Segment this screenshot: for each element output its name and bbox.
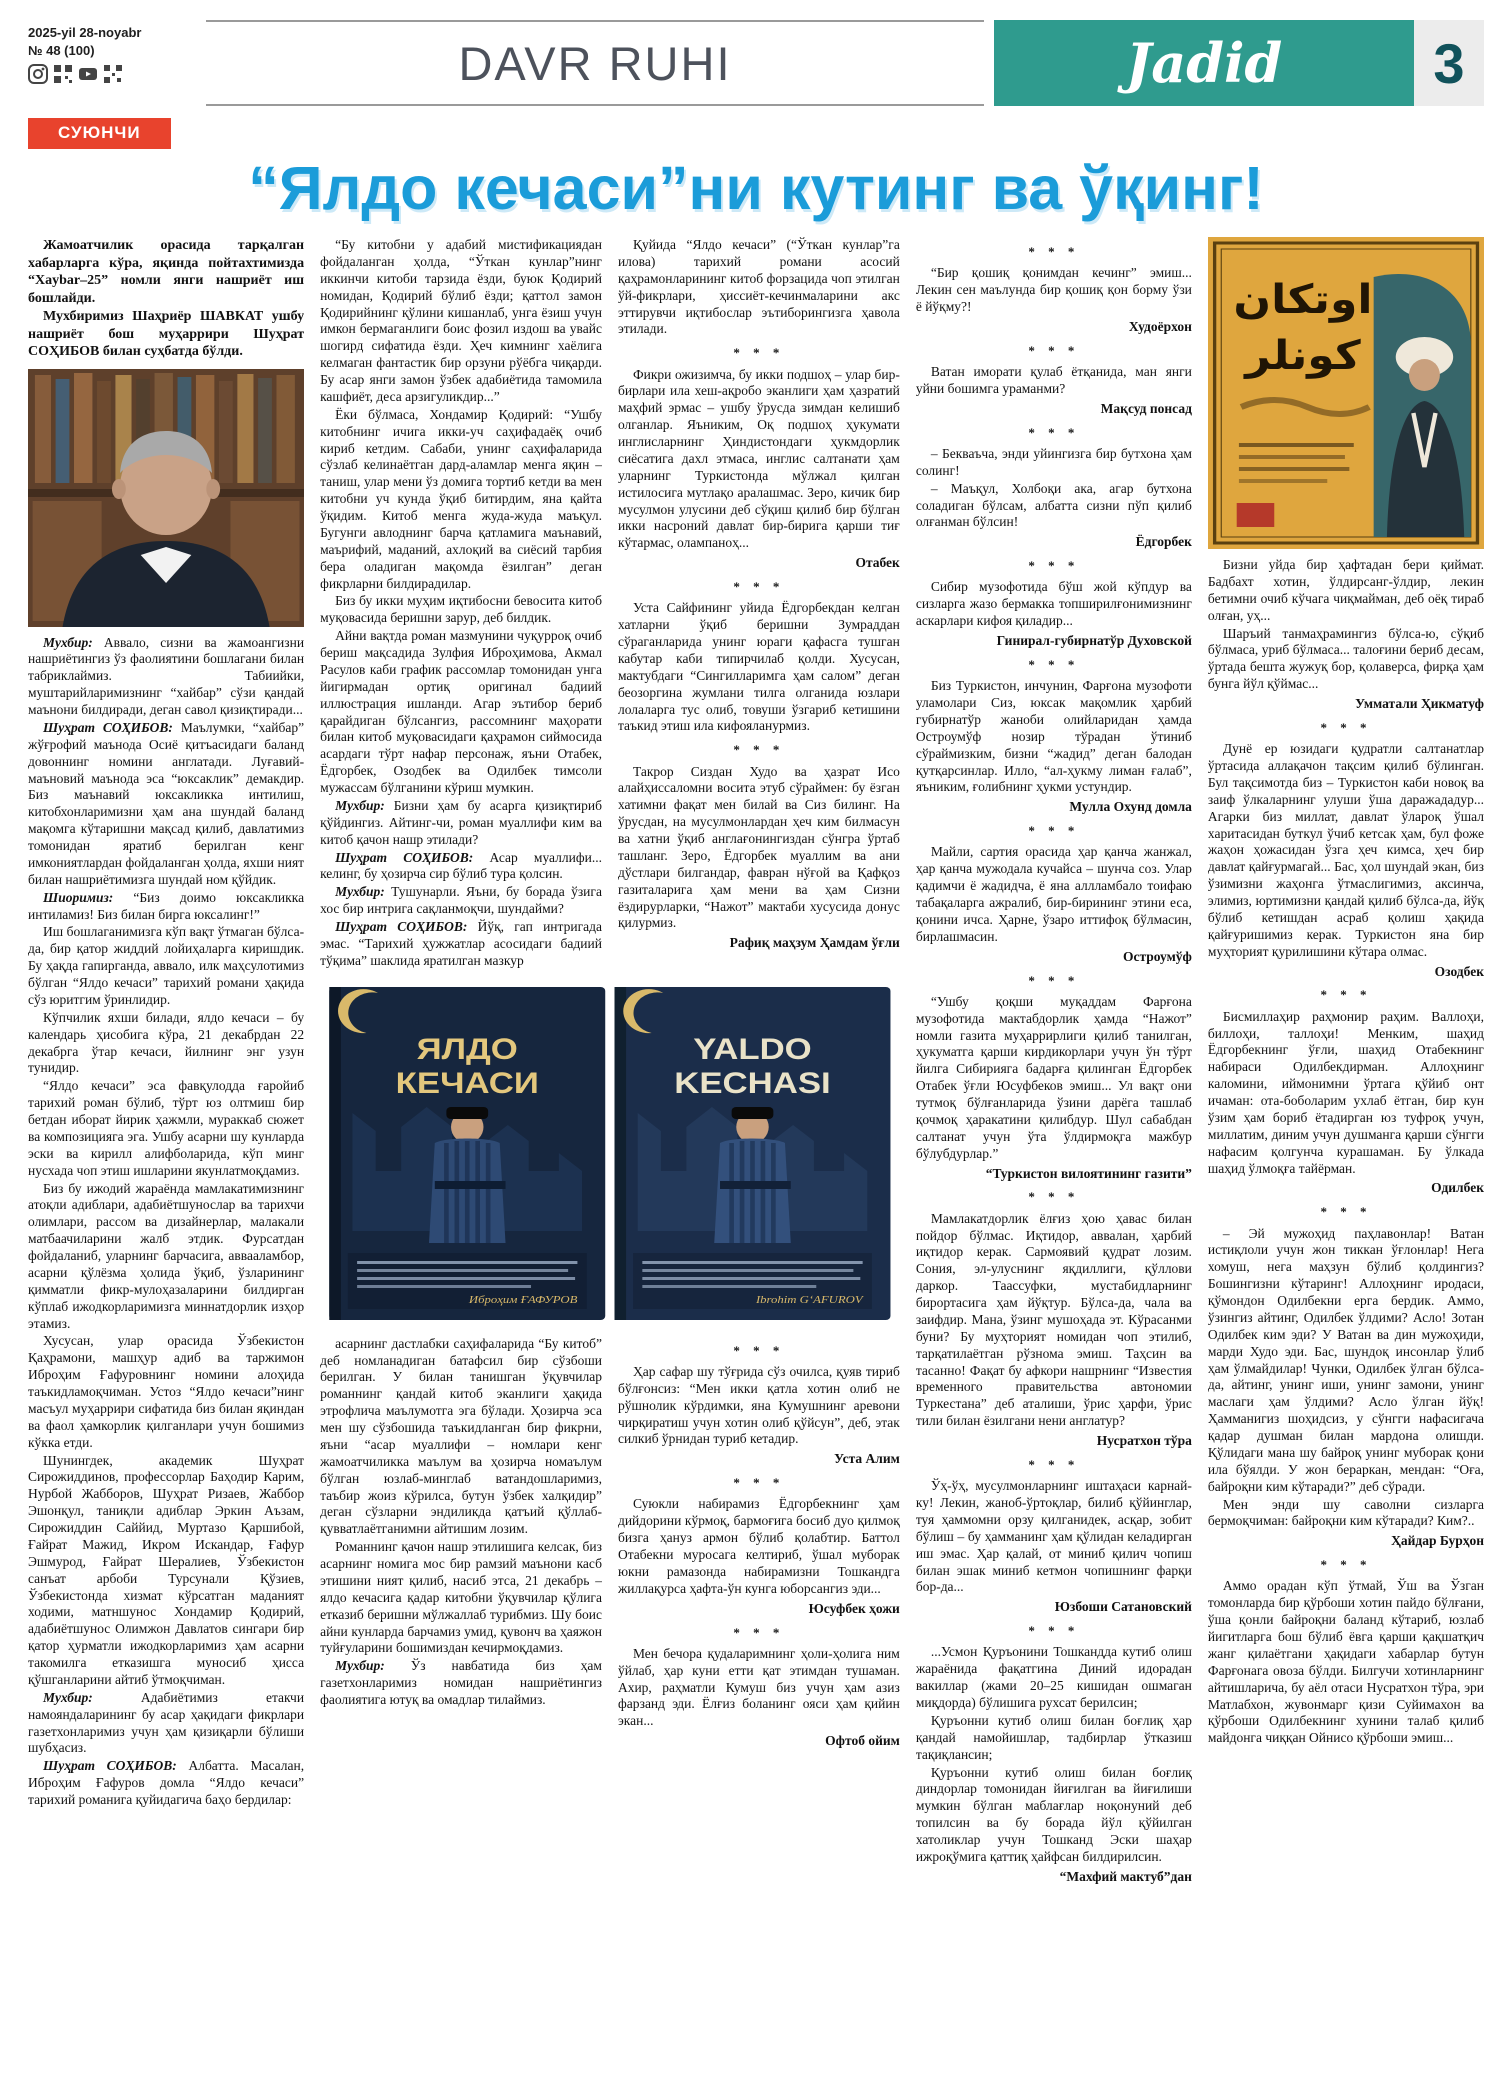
column-2-bottom [320,1336,602,1757]
speaker-label: Шуҳрат СОҲИБОВ: [43,719,181,735]
article-paragraph: Сибир музофотида бўш жой кўпдур ва сизларга жазо бермакка топширилғонимизнинг аскарлари кифоя қиладир... [915,579,1192,629]
qa-paragraph: Мухбир: Ўз навбатида биз ҳам газетхонларимиз номидан нашриётингиз фаолиятига ютуқ ва омадлар тилаймиз. [320,1658,602,1707]
article-paragraph: Ҳар сафар шу тўғрида сўз очилса, қуяв тириб бўлғонсиз: “Мен икки қатла хотин олиб не рўшнолик кўрдимки, яна Кумушнинг аревони чирқиратиш учун хотин олиб қўйсун”, деб, этак силкиб ўрнидан туриб кетадир. [617,1363,900,1447]
article-paragraph: “Ушбу қоқши муқаддам Фарғона музофотида мактабдорлик ҳамда “Нажот” номли газита муҳаррирлиги қилиб танилган, ҳукуматга қарши кирдикорлари учун ўн тўрт йилга Сибирияга бадарға қилинган Ёдгорбек Отабек ўғли Юсуфбеков эмиш... Ул вақт они тутмоқ бўлғанларида ўзини дарёга ташлаб қочмоқ ҳаракатини қилибдур. Шул сабабдан салтанат учун ўта ўлдирмоқга мажбур бўлубдурлар.” [915,993,1192,1161]
attribution: Умматали Ҳикматуф [1355,696,1484,711]
article-paragraph: Дунё ер юзидаги қудратли салтанатлар ўртасида аллақачон тақсим қилиб бўлинган. Бул тақсимотда биз – Туркистон каби новоқ ва заиф ўлкаларнинг улуши ўша даражададур... Агарки биз миллат, давлат ўлароқ ўшал харитасидан буткул ўчиб кетсак ҳам, бул фоже жаҳон ҳожасидан ўзга ҳеч кимса, ҳеч бир давлат қайғурмагай... Бас, ҳол шундай экан, биз ўзимизни жаҳонга ўтмаслигимиз, аксинча, элимиз, юртимизни қандай қилиб бўлса-да, йўқ бўлиб кетишдан асраб қолиш ҳақида қайғуришимиз керак. Туркистон яна бир муҳторият қурилишини кўтара олмас. [1207,741,1484,959]
attribution: Мулла Охунд домла [1069,799,1192,815]
speaker-label: Шуҳрат СОҲИБОВ: [335,919,478,934]
right-cover-signature: Ibrohim GʻAFUROV [756,1292,863,1306]
section-separator: * * * [733,1475,785,1491]
main-headline: “Ялдо кечаси”ни кутинг ва ўқинг! [248,154,1264,222]
column-5 [1208,237,1484,2037]
book-covers-image [320,981,900,1326]
attribution: Гинирал-губирнатўр Духовской [996,633,1192,648]
newspaper-logo: Jadid [994,20,1414,106]
section-separator: * * * [1028,823,1080,839]
column-2-top [320,237,602,971]
article-paragraph: Уста Сайфининг уйида Ёдгорбекдан келган хатларни ўқиб беришни Зумраддан сўраганларида унинг юраги қафасга тушган кабутар каби типирчилаб қолди. Хусусан, мактубдаги “Сингилларимга ҳам салом” деган беозоргина жумлани тилга олганида юзлари лолаларга тус олиб, товуши ўзгариб кетишини таъкид этиш ила кифояланурмиз. [617,600,900,734]
qa-paragraph: Мухбир: Бизни ҳам бу асарга қизиқтириб қўйдингиз. Айтинг-чи, роман муаллифи ким ва китоб қачон нашр этилади? [320,797,602,847]
speaker-label: Шиоримиз: [43,889,134,905]
article-paragraph: – Эй мужоҳид паҳлавонлар! Ватан истиқлоли учун жон тиккан ўғлонлар! Нега хомуш, нега маҳзун бўлиб қолдингиз? Бошингизни кўтаринг! Аллоҳнинг иродаси, қўмондон Одилбекни ерга бердик. Аммо, ўзингиз айтинг, Одилбек ўлдими? Асло! Зотан Одилбек ким эди? У Ватан ва дин мужоҳиди, марди Худо эди. Бас, шундоқ инсонлар ўлиб ҳам ўлмайдилар! Чунки, Одилбек ўлган бўлса-да, айтинг, унинг иши, унинг замони, унинг маслаги ҳам ўлдими? Асло ўлган йўқ! Ҳамманигиз шоҳидсиз, у сўнгги нафасигача қадар душман билан мардона олишди. Қўлидаги мана шу байроқ унинг муборак қони ила бўялди. У жон бераркан, мендан: “Оға, байроқни ким кўтаради?” деб сўради. [1207,1225,1484,1494]
article-paragraph: Суюкли набирамиз Ёдгорбекнинг ҳам дийдорини кўрмоқ, бармоғига босиб дуо қилмоқ бизга ҳануз армон бўлиб қолабтир. Баттол Отабекни муросага келтириб, ўшал муборак юкни рамазонда набирамизни Тошкандга жиллақурса ҳафта-ўн кунга юборсангиз эди... [617,1496,900,1596]
qa-paragraph: Шуҳрат СОҲИБОВ: Албатта. Масалан, Иброҳим Ғафуров домла “Ялдо кечаси” тарихий романига қуйидагича баҳо бердилар: [28,1758,305,1807]
youtube-icon [78,64,98,84]
qr-code-icon-2 [103,64,123,84]
qr-code-icon [53,64,73,84]
section-separator: * * * [733,1342,785,1358]
right-cover-title-2: KECHASI [674,1065,831,1100]
article-paragraph: Ўҳ-ўҳ, мусулмонларнинг иштаҳаси карнай-ку! Лекин, жаноб-ўртоқлар, билиб қўйинглар, туя ҳаммомни орзу қилганидек, асқар, зобит бўлиш – бу ҳамманинг ҳам қўлидан келадирган иш эмас. Ҳар қалай, от миниб қилич чопиш билан эшак миниб кетмон чопишнинг фарқи бор-да... [915,1478,1192,1595]
article-paragraph: Ёки бўлмаса, Хондамир Қодирий: “Ушбу китобнинг ичига икки-уч саҳифадаёқ очиб кириб кетдим. Сабаби, унинг саҳифаларида сўзлаб келинаётган дард-аламлар менга яқин – таниш, улар мени ўз домига тортиб кетди ва мен китобни уч кунда ўқиб битирдим, яна қайта ўқидим. Китоб менга жуда-жуда маъқул. Бугунги авлоднинг барча қатламига маънавий, маърифий, маданий, ахлоқий ва сиёсий тарбия бера оладиган мақомда ёзилган” деган фикрларни билдирадилар. [320,406,602,591]
left-cover-title-1: ЯЛДО [416,1031,518,1066]
article-paragraph: Мен бечора қудаларимнинг ҳоли-ҳолига ним ўйлаб, ҳар куни етти қат этимдан тушаман. Ахир, раҳматли Кумуш биз учун ҳам азиз фарзанд эди. Ёлғиз боланинг ояси ҳам қийин экан... [617,1645,900,1729]
article-paragraph: Такрор Сиздан Худо ва ҳазрат Исо алайҳиссаломни восита этуб сўраймен: бу ёзган хатимни фақат мен билай ва Сиз билинг. На ўрусдан, на мусулмонлардан ҳеч ким билмасун ва хатни ўқиб англағонингиздан сўнгра ўртаб ташланг. Зеро, Ёдгорбек муаллим ва ани дўстлари билгандар, фавран нўғой ва Қафқоз газиталарига ҳам мени ва ҳам Сизни ёздирурларки, “Нажот” мактаби хусусида донус қилурмиз. [617,763,900,931]
article-paragraph: Шунингдек, академик Шуҳрат Сирожиддинов, профессорлар Баҳодир Карим, Нурбой Жабборов, Шуҳрат Ризаев, Жаббор Эшонқул, таниқли адиблар Эркин Аъзам, Сирожиддин Саййид, Муртазо Қаршибой, Ғайрат Мажид, Икром Искандар, Ғафур Эшмурод, Ғайрат Шералиев, Ўзбекистон санъат арбоби Турсунали Қўзиев, Ўзбекистонда хизмат кўрсатган маданият ходими, матншунос Хондамир Қодирий, адабиётшунос Олимжон Давлатов сингари бир қатор ҳурматли ижодкорларимиз ҳам асарни такомилга етказишга муносиб ҳисса қўшганларини айтиб ўтмоқчиман. [28,1452,305,1687]
attribution: Рафиқ маҳзум Ҳамдам ўғли [729,935,900,951]
section-separator: * * * [733,345,785,361]
section-separator: * * * [1028,244,1080,259]
article-paragraph: Шаръий танмаҳрамингиз бўлса-ю, сўқиб бўлмаса, уриб бўлмаса... талоғини бериб десам, ўртада бешта жужуқ бор, қолаверса, фирқа ҳам бунга йўл қўймас... [1207,625,1484,692]
article-paragraph: – Маъқул, Холбоқи ака, агар бутхона соладиган бўлсам, албатта сизни пўп қилиб олғанман бўлсин! [915,480,1192,530]
section-separator: * * * [733,579,785,594]
rubric-badge: СУЮНЧИ [28,118,171,149]
section-separator: * * * [1320,1557,1372,1573]
article-paragraph: Мухбиримиз Шаҳриёр ШАВКАТ ушбу нашриёт бош муҳаррири Шуҳрат СОҲИБОВ билан суҳбатда бўлди. [28,309,305,359]
article-paragraph: Кўпчилик яхши билади, ялдо кечаси – бу календарь ҳисобига кўра, 21 декабрдан 22 декабрга ўтар кечаси, йилнинг энг узун тунидир. [28,1009,305,1076]
article-paragraph: Биз бу ижодий жараёнда мамлакатимизнинг атоқли адиблари, адабиётшунослар ва тарихчи олимлари, рассом ва дизайнерлар, малакали матбаачиларини жалб этдик. Фурсатдан фойдаланиб, уларнинг барчасига, аввааламбор, асарни қўлёзма ҳолида ўқиб, ўзларининг қимматли фикр-мулоҳазаларини билдирган кўплаб ижодкорларимизга миннатдорлик изҳор этамиз. [28,1180,305,1331]
page-header [28,20,1484,106]
speaker-label: Мухбир: [335,797,394,813]
attribution: Остроумўф [1123,948,1192,964]
attribution: “Туркистон вилоятининг газити” [985,1165,1192,1181]
columns-2-3-bottom [320,1336,900,1757]
column-5-text [1208,557,1484,1747]
qa-paragraph: Шиоримиз: “Биз доимо юксакликка интиламиз! Биз билан бирга юксалинг!” [28,889,305,922]
article-paragraph: ...Усмон Қуръонини Тошкандда кутиб олиш жараёнида фақатгина Диний идорадан вакиллар (жами 20–25 кишидан ошмаган миқдорда) бўлишига рухсат берилсин; [915,1644,1192,1710]
qa-paragraph: Шуҳрат СОҲИБОВ: Йўқ, гап интригада эмас. “Тарихий ҳужжатлар асосидаги бадиий тўқима” шаклида яратилган мазкур [320,919,602,968]
interview-photo [28,369,304,627]
article-paragraph: Жамоатчилик орасида тарқалган хабарларга кўра, яқинда пойтахтимизда “Xaybar–25” номли янги нашриёт иш бошлайди. [28,238,305,306]
column-1-text [28,635,304,1809]
attribution: Ҳайдар Бурҳон [1391,1533,1484,1549]
attribution: Одилбек [1431,1180,1484,1196]
qa-paragraph: Мухбир: Адабиётимиз етакчи намояндаларининг бу асар ҳақидаги фикрлари газетхонларимиз учун ҳам қизиқарли бўлиши шубҳасиз. [28,1689,305,1756]
article-paragraph: Майли, сартия орасида ҳар қанча жанжал, ҳар қанча мужодала кучайса – шунча соз. Улар қадимчи ё жадидча, ё яна аллламбало тоифаю табақаларга ажралиб, бир-бирининг этини еса, қонини ичса. Ҳарне, ўзаро иттифоқ бўлмасин, бирлашмасин. [915,844,1192,944]
article-paragraph: Хусусан, улар орасида Ўзбекистон Қаҳрамони, машҳур адиб ва таржимон Иброҳим Ғафуровнинг номини алоҳида таъкидламоқчиман. Устоз “Ялдо кечаси”нинг масъул муҳаррири сифатида биз билан яқиндан ва фаол ҳамкорлик қилганлари учун бошимиз кўкка етди. [28,1333,305,1450]
article-paragraph: – Бекваъча, энди уйингизга бир бутхона ҳам солинг! [915,445,1192,478]
columns-2-3-top [320,237,900,971]
old-cover-title-line-1: اوتكان [1233,275,1373,323]
attribution: Уста Алим [834,1451,900,1467]
article-paragraph: Мамлакатдорлик ёлғиз ҳою ҳавас билан пойдор бўлмас. Иқтидор, аввалан, ҳарбий иқтидор керак. Сармоявий қудрат лозим. Сония, эл-улуснинг яқдиллиги, қўллови даркор. Таассуфки, мустабидларнинг бирортасига ҳам йўқтур. Бўлса-да, чала ва заифдир. Мана, ўзинг мушоҳада эт. Кўрасанми буни? Бу муҳторият номидан чоп этилиб, тарқатилаётган рўзнома эмиш. Таҳсин ва тасанно! Фақат бу афкори нашрнинг “Известия временного правительства автономии Туркестана” деб аталиши, ўрис ҳарфи, ўрис тили билан ёзилгани нени англатур? [915,1210,1192,1429]
speaker-label: Мухбир: [43,1689,141,1705]
attribution: Ёдгорбек [1135,534,1192,550]
article-paragraph: асарнинг дастлабки саҳифаларида “Бу китоб” деб номланадиган батафсил бир сўзбоши берилган. У билан танишган ўқувчилар романнинг қандай китоб эканлиги ҳақида этрофлича маълумотга эга бўлади. Ҳозирча эса мен шу сўзбошида таъкидланган бир фикрни, яъни “асар муаллифи – номлари кенг жамоатчиликка маълум ва ҳозирча номаълум бўлган юзлаб-минглаб ватандошларимиз, таъбир жоиз кўрилса, бутун ўзбек халқидир” деган сўзларни эндиликда қатъий қўллаб-қувватлаётганимни айтишим лозим. [320,1335,602,1537]
page-number: 3 [1414,20,1484,106]
article-paragraph: Қуръонни кутиб олиш билан боғлиқ ҳар қандай намойишлар, тадбирлар ўтказиш тақиқлансин; [915,1712,1192,1762]
qa-paragraph: Мухбир: Тушунарли. Яъни, бу борада ўзига хос бир интрига сақланмоқчи, шундайми? [320,884,602,917]
article-paragraph: “Ялдо кечаси” эса фавқулодда ғаройиб тарихий роман бўлиб, тўрт юз олтмиш бир бетдан иборат йирик ҳажмли, мураккаб сюжет ва композицияга эга. Ушбу асарни шу кунларда эски ва кирилл алифболарида, кўп минг нусхада чоп этиш ишларини якунлатмоқдамиз. [28,1078,305,1178]
section-separator: * * * [1028,1456,1080,1472]
section-separator: * * * [1028,558,1080,574]
section-separator: * * * [1320,719,1372,735]
columns-2-3 [320,237,900,2037]
article-paragraph: Қуръонни кутиб олиш билан боғлиқ диндорлар томонидан йиғилган ва йиғилиши мумкин бўлган маблағлар ноқонуний деб топилсин ва бу борада йўл қўйилган хатоликлар учун Тошканд Эски шаҳар ижроқўмига қаттиқ ҳайфсан билдирилсин. [915,1764,1192,1864]
article-paragraph: Мен энди шу саволни сизларга бермоқчиман: байроқни ким кўтаради? Ким?.. [1207,1496,1484,1529]
speaker-label: Мухбир: [335,884,392,900]
attribution: Отабек [855,555,900,571]
left-cover-signature: Иброҳим ҒАФУРОВ [469,1292,578,1306]
attribution: Худоёрхон [1128,318,1192,334]
section-separator: * * * [733,1624,785,1640]
qa-paragraph: Шуҳрат СОҲИБОВ: Маълумки, “хайбар” жўғрофий маънода Осиё қитъасидаги баланд довоннинг номини англатади. Луғавий-маъновий маънода эса “юксаклик” демакдир. Биз маънавий юксакликка интилиш, китобхонларимизни ҳам ана шундай баланд мақомга кўтаришни мақсад қилиб, давлатимиз томонидан яратиб берилган кенг имкониятлардан фойдаланган ҳолда, яхши ният билан нашриётимизга шундай ном қўйдик. [28,719,305,887]
article-paragraph: Иш бошлаганимизга кўп вақт ўтмаган бўлса-да, бир қатор жиддий лойиҳаларга киришдик. Бу ҳақда гапирганда, аввало, илк маҳсулотимиз бўлган “Ялдо кечаси” тарихий романи ҳақида сўз юритгим ўринлидир. [28,924,305,1007]
speaker-label: Мухбир: [335,1658,411,1674]
article-paragraph: Биз бу икки муҳим иқтибосни бевосита китоб муқовасида беришни зарур, деб билдик. [320,593,602,626]
section-masthead: DAVR RUHI [458,36,732,90]
attribution: Юсуфбек ҳожи [808,1600,900,1616]
column-3-top [618,237,900,971]
article-paragraph: Фикри ожизимча, бу икки подшоҳ – улар бир-бирлари ила хеш-ақробо эканлиги ҳам ҳазратий маҳфий эрмас – ушбу ўрусда зимдан келишиб олганлар. Яъниким, Оқ подшоҳ ҳукумати инглисларнинг Ҳиндистондаги ҳукмдорлик сиёсатига дахл этмаса, инглис салтанати ҳам уларнинг Туркистонда мўлжал қилган истилосига мутлақо аралашмас. Зеро, кичик бир мусулмон улусини деб сўқиш қилиб бир бўлган икки насроний давлат бир-бирига қарши тиғ кўтармас, олампаноҳ... [617,366,900,551]
masthead-band [206,20,984,106]
right-book-cover [615,987,891,1320]
speaker-label: Мухбир: [43,634,104,650]
issue-date: 2025-yil 28-noyabr [28,25,142,40]
attribution: “Махфий мактуб”дан [1059,1868,1192,1884]
attribution: Юзбоши Сатановский [1054,1599,1192,1615]
article-paragraph: Айни вақтда роман мазмунини чуқурроқ очиб бериш мақсадида Зулфия Иброҳимова, Акмал Расулов каби график рассомлар томонидан унга йигирмадан ортиқ оригинал бадиий иллюстрация ишланди. Агар эътибор бериб қарайдиган бўлсангиз, рассомнинг маҳорати билан китоб муқовасидаги қаҳрамон сиймосида асардаги тўрт нафар персонаж, яъни Отабек, Ёдгорбек, Озодбек ва Одилбек тимсоли мужассам бўлганини кўриш мумкин. [320,628,602,795]
section-separator: * * * [1028,656,1080,672]
left-cover-title-2: КЕЧАСИ [395,1065,539,1100]
column-3-bottom [618,1336,900,1757]
section-separator: * * * [1028,1623,1080,1639]
qa-paragraph: Шуҳрат СОҲИБОВ: Асар муаллифи... келинг, бу ҳозирча сир бўлиб тура қолсин. [320,849,602,882]
article-paragraph: Бисмиллаҳир раҳмонир раҳим. Валлоҳи, биллоҳи, таллоҳи! Менким, шаҳид Ёдгорбекнинг ўғли, шаҳид Отабекнинг набираси Одилбекдирман. Аллоҳнинг каломини, иймонимни ўртага қўйиб онт ичаман: ота-боболарим ухлаб ётган, бир кун ўзим ҳам бориб ётадирган юз туфроқ учун, миллатим, диним учун душманга қарши сўнгги нафасим қолгунча курашаман. Бу ўлкада шаҳид ўлмоқға тайёрман. [1207,1008,1484,1176]
column-1-intro [28,237,304,361]
article-paragraph: Бизни уйда бир ҳафтадан бери қиймат. Бадбахт хотин, ўлдирсанг-ўлдир, лекин бетимни очиб кўчага чиқмайман, деб оёқ тираб олған, уҳ... [1207,557,1484,623]
attribution: Мақсуд понсад [1100,400,1192,416]
attribution: Офтоб ойим [825,1733,900,1749]
qa-paragraph: Мухбир: Аввало, сизни ва жамоангизни нашриётингиз ўз фаолиятини бошлагани билан табриклаймиз. Табиийки, муштарийларимизнинг “хайбар” сўзи қандай маънони билдиради, деган савол қизиқтиради... [28,634,305,717]
article-paragraph: Романнинг қачон нашр этилишига келсак, биз асарнинг номига мос бир рамзий маънони касб этишини ният қилиб, насиб этса, 21 декабрь – ялдо кечасига қадар китобни ўқувчилар қўлига етказиб беришни мўлжаллаб турибмиз. Шу боис айни кунларда барчамиз умид, қувонч ва ҳаяжон туйғуларини бошимиздан кечирмоқдамиз. [320,1539,602,1656]
old-book-cover [1208,237,1484,549]
section-separator: * * * [1028,1189,1080,1205]
speaker-label: Шуҳрат СОҲИБОВ: [335,849,490,865]
right-cover-title-1: YALDO [693,1031,812,1066]
social-icons [28,64,206,84]
issue-info [28,20,206,106]
article-paragraph: “Бир қошиқ қонимдан кечинг” эмиш... Лекин сен маълунда бир қошиқ қон борму ўзи ё йўқму?! [915,265,1192,314]
section-separator: * * * [1320,1204,1372,1220]
article-paragraph: “Бу китобни у адабий мистификациядан фойдаланган ҳолда, “Ўткан кунлар”нинг иккинчи китоби тарзида ёзди, буюк Қодирий номидан, Қодирий бўлиб ёзди; қаттол замон Қодирийнинг қўлини кишанлаб, унга ёзиш учун имкон бермаганлиги боис фозил издош ва увайс шогирд сифатида ёзди. Ҳеч кимнинг хаёлига келмаган фантастик бир орзуни рўёбга чиқарди. Бу асар янги замон ўзбек адабиётида тамомила кашфиёт, деса арзигуликдир...” [320,237,602,404]
article-paragraph: Аммо орадан кўп ўтмай, Ўш ва Ўзган томонларда бир қўрбоши хотин пайдо бўлғани, ўша қонли байроқни баланд кўтариб, юзлаб йигитларга бош бўлиб ёвга қарши қақшатқич жанг қилаётгани ҳақидаги хабарлар бутун Фарғонага овоза бўлди. Билгучи хотинларнинг айтишларича, бу аёл отаси Нусратхон тўра, эри Матлабхон, жувонмарг қизи Суйимахон ва қўрбоши Одилбекнинг хунини талаб қилиб майдонга чиққан Ойнисо қўрбоши эмиш... [1207,1578,1484,1746]
attribution: Озодбек [1434,963,1484,979]
old-cover-title-line-2: كونلر [1245,331,1361,379]
section-separator: * * * [1028,342,1080,358]
attribution: Нусратхон тўра [1096,1433,1192,1448]
column-4 [916,237,1192,2037]
issue-number: № 48 (100) [28,43,95,58]
section-separator: * * * [733,742,785,758]
article-paragraph: Ватан иморати қулаб ётқанида, ман янги уйни бошимга ураманми? [915,364,1192,396]
article-body [28,237,1484,2037]
section-separator: * * * [1028,424,1080,440]
section-separator: * * * [1028,972,1080,988]
speaker-label: Шуҳрат СОҲИБОВ: [43,1758,189,1774]
article-paragraph: Қуйида “Ялдо кечаси” (“Ўткан кунлар”га илова) тарихий романи асосий қаҳрамонларининг китоб форзацида чоп этилган ўй-фикрлари, ҳиссиёт-кечинмаларини акс эттирувчи иқтибослар эътиборингизга ҳавола этилади. [617,237,900,337]
left-book-cover [329,987,605,1320]
section-separator: * * * [1320,987,1372,1003]
article-paragraph: Биз Туркистон, инчунин, Фарғона музофоти уламолари Сиз, юксак мақомлик ҳарбий губирнатўр жаноби олийларидан ҳамда Остроумўф нозир тўрадан ўтиниб сўраймизким, бизни “жадид” деган балодан қутқарсинлар. Илло, “ал-ҳукму лиман ғалаб”, яъниким, ғолибнинг ҳукми устундир. [915,678,1192,795]
instagram-icon [28,64,48,84]
column-1 [28,237,304,2037]
